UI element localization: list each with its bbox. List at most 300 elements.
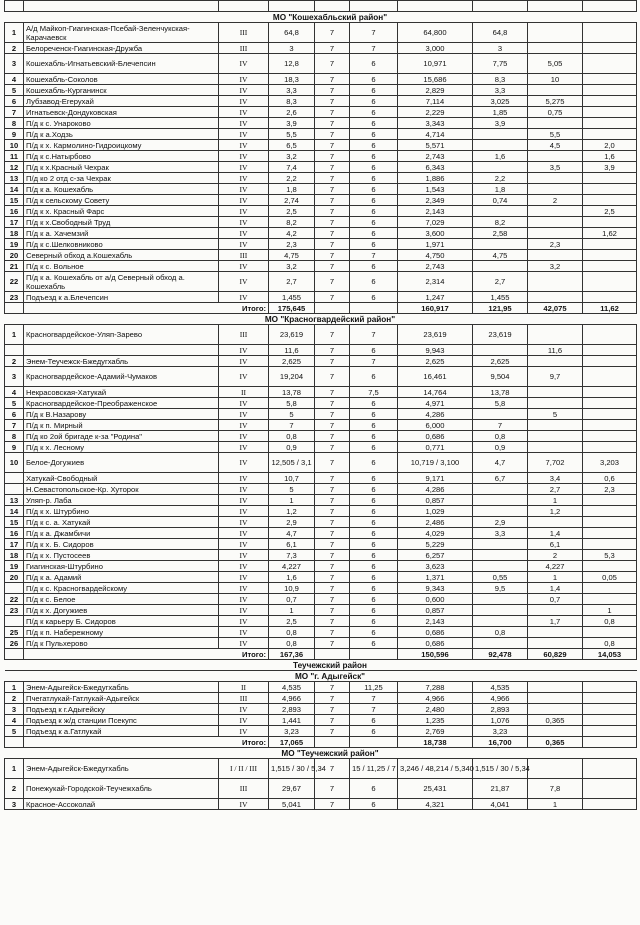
- road-category-cell: III: [219, 325, 269, 345]
- value-cell: 7: [315, 495, 350, 506]
- value-cell: 9,5: [473, 583, 528, 594]
- value-cell: 7,5: [350, 387, 398, 398]
- value-cell: 6: [350, 367, 398, 387]
- value-cell: 3,246 / 48,214 / 5,340: [398, 759, 473, 779]
- road-name-cell: Гиагинская-Штурбино: [24, 561, 219, 572]
- value-cell: 2,349: [398, 195, 473, 206]
- value-cell: [583, 325, 637, 345]
- value-cell: 7: [315, 239, 350, 250]
- value-cell: 7: [315, 367, 350, 387]
- total-value-cell: 0,365: [528, 737, 583, 748]
- value-cell: 14,764: [398, 387, 473, 398]
- road-name-cell: П/д к В.Назарову: [24, 409, 219, 420]
- road-category-cell: IV: [219, 506, 269, 517]
- value-cell: 8,3: [473, 74, 528, 85]
- road-category-cell: III: [219, 23, 269, 43]
- road-category-cell: IV: [219, 367, 269, 387]
- road-row: [5, 107, 637, 118]
- road-name-cell: Подъезд к а.Блечепсин: [24, 292, 219, 303]
- value-cell: 6: [350, 453, 398, 473]
- road-table: [4, 0, 637, 810]
- road-row: [5, 539, 637, 550]
- road-category-cell: IV: [219, 517, 269, 528]
- value-cell: [528, 638, 583, 649]
- value-cell: [583, 539, 637, 550]
- value-cell: [528, 387, 583, 398]
- section-header-row: [5, 671, 637, 682]
- value-cell: 2: [528, 550, 583, 561]
- road-number-cell: 15: [5, 517, 24, 528]
- value-cell: 2,625: [473, 356, 528, 367]
- road-number-cell: 2: [5, 779, 24, 799]
- value-cell: 2,58: [473, 228, 528, 239]
- value-cell: 6: [350, 217, 398, 228]
- value-cell: 2,9: [473, 517, 528, 528]
- empty-cell: [5, 660, 24, 671]
- road-number-cell: 11: [5, 151, 24, 162]
- road-name-cell: Кошехабль-Соколов: [24, 74, 219, 85]
- value-cell: 6: [350, 129, 398, 140]
- road-number-cell: 2: [5, 43, 24, 54]
- value-cell: 5,8: [473, 398, 528, 409]
- value-cell: 6: [350, 583, 398, 594]
- value-cell: 1,247: [398, 292, 473, 303]
- road-category-cell: IV: [219, 206, 269, 217]
- road-name-cell: П/д к а. Джамбичи: [24, 528, 219, 539]
- empty-cell: [350, 1, 398, 12]
- value-cell: 3,9: [269, 118, 315, 129]
- road-name-cell: П/д к с.Шелковниково: [24, 239, 219, 250]
- value-cell: [528, 43, 583, 54]
- value-cell: 4,286: [398, 484, 473, 495]
- value-cell: 6: [350, 638, 398, 649]
- value-cell: 7: [315, 517, 350, 528]
- value-cell: 1,4: [528, 528, 583, 539]
- road-row: [5, 442, 637, 453]
- road-category-cell: IV: [219, 173, 269, 184]
- value-cell: 7: [315, 693, 350, 704]
- value-cell: [528, 325, 583, 345]
- value-cell: 0,686: [398, 431, 473, 442]
- value-cell: 7: [315, 151, 350, 162]
- road-row: [5, 693, 637, 704]
- value-cell: [583, 96, 637, 107]
- road-name-cell: П/д к Пульхерово: [24, 638, 219, 649]
- value-cell: 6,343: [398, 162, 473, 173]
- road-number-cell: 22: [5, 272, 24, 292]
- value-cell: [528, 398, 583, 409]
- road-number-cell: [5, 484, 24, 495]
- value-cell: 6: [350, 398, 398, 409]
- value-cell: 6: [350, 85, 398, 96]
- road-row: [5, 484, 637, 495]
- road-name-cell: П/д ко 2ой бригаде к-за "Родина": [24, 431, 219, 442]
- road-name-cell: Белое-Догужиев: [24, 453, 219, 473]
- value-cell: 0,9: [269, 442, 315, 453]
- value-cell: [583, 217, 637, 228]
- empty-cell: [24, 1, 219, 12]
- road-row: [5, 506, 637, 517]
- value-cell: 11,6: [269, 345, 315, 356]
- value-cell: 4,966: [269, 693, 315, 704]
- road-category-cell: IV: [219, 184, 269, 195]
- value-cell: [528, 431, 583, 442]
- road-number-cell: [5, 473, 24, 484]
- value-cell: 7: [315, 387, 350, 398]
- value-cell: 0,365: [528, 715, 583, 726]
- road-row: [5, 250, 637, 261]
- road-number-cell: 3: [5, 704, 24, 715]
- road-name-cell: П/д к а. Хачемзий: [24, 228, 219, 239]
- road-category-cell: I / II / III: [219, 759, 269, 779]
- road-name-cell: П/д к х. Лесному: [24, 442, 219, 453]
- value-cell: 5,3: [583, 550, 637, 561]
- value-cell: 0,771: [398, 442, 473, 453]
- empty-cell: [5, 314, 24, 325]
- road-row: [5, 517, 637, 528]
- road-category-cell: IV: [219, 409, 269, 420]
- value-cell: 7: [315, 605, 350, 616]
- value-cell: 0,8: [473, 431, 528, 442]
- value-cell: 7: [315, 206, 350, 217]
- road-number-cell: 25: [5, 627, 24, 638]
- value-cell: 7: [315, 184, 350, 195]
- road-row: [5, 74, 637, 85]
- road-row: [5, 118, 637, 129]
- road-category-cell: IV: [219, 539, 269, 550]
- section-title: МО "Теучежский район": [24, 748, 637, 759]
- value-cell: 5,571: [398, 140, 473, 151]
- value-cell: 7: [350, 356, 398, 367]
- road-number-cell: 10: [5, 140, 24, 151]
- road-number-cell: 4: [5, 387, 24, 398]
- road-number-cell: 13: [5, 495, 24, 506]
- road-name-cell: Пчегатлукай-Гатлукай-Адыгейск: [24, 693, 219, 704]
- value-cell: 13,78: [269, 387, 315, 398]
- road-name-cell: П/д к карьеру Б. Сидоров: [24, 616, 219, 627]
- value-cell: 7: [315, 74, 350, 85]
- road-name-cell: Кошехабль-Курганинск: [24, 85, 219, 96]
- value-cell: 6: [350, 484, 398, 495]
- road-name-cell: П/д к сельскому Совету: [24, 195, 219, 206]
- section-title: МО "Кошехабльский район": [24, 12, 637, 23]
- value-cell: [528, 250, 583, 261]
- road-row: [5, 528, 637, 539]
- value-cell: 7: [315, 409, 350, 420]
- value-cell: 1: [528, 572, 583, 583]
- road-category-cell: IV: [219, 118, 269, 129]
- value-cell: 7,75: [473, 54, 528, 74]
- value-cell: 2,893: [473, 704, 528, 715]
- value-cell: [583, 682, 637, 693]
- value-cell: 6: [350, 561, 398, 572]
- value-cell: 7: [315, 96, 350, 107]
- road-number-cell: 3: [5, 367, 24, 387]
- empty-cell: [528, 1, 583, 12]
- total-value-cell: 167,36: [269, 649, 315, 660]
- value-cell: [583, 779, 637, 799]
- total-label: Итого:: [24, 737, 269, 748]
- value-cell: [528, 173, 583, 184]
- value-cell: 4,750: [398, 250, 473, 261]
- road-number-cell: 1: [5, 682, 24, 693]
- road-number-cell: 16: [5, 206, 24, 217]
- value-cell: 3,9: [583, 162, 637, 173]
- value-cell: 6: [350, 473, 398, 484]
- value-cell: 16,461: [398, 367, 473, 387]
- value-cell: 18,3: [269, 74, 315, 85]
- value-cell: [473, 239, 528, 250]
- road-number-cell: 6: [5, 96, 24, 107]
- value-cell: 2,480: [398, 704, 473, 715]
- value-cell: 2,743: [398, 151, 473, 162]
- value-cell: [473, 638, 528, 649]
- value-cell: 25,431: [398, 779, 473, 799]
- road-name-cell: Н.Севастопольское-Кр. Хуторок: [24, 484, 219, 495]
- value-cell: 7,4: [269, 162, 315, 173]
- value-cell: 0,75: [528, 107, 583, 118]
- road-name-cell: П/д к п. Мирный: [24, 420, 219, 431]
- road-row: [5, 583, 637, 594]
- value-cell: [583, 239, 637, 250]
- value-cell: [528, 272, 583, 292]
- road-category-cell: IV: [219, 85, 269, 96]
- road-row: [5, 682, 637, 693]
- value-cell: 3,600: [398, 228, 473, 239]
- value-cell: 2,893: [269, 704, 315, 715]
- value-cell: 7: [350, 23, 398, 43]
- road-row: [5, 799, 637, 810]
- value-cell: 7: [350, 325, 398, 345]
- road-number-cell: 5: [5, 85, 24, 96]
- section-header-row: [5, 314, 637, 325]
- road-number-cell: 5: [5, 726, 24, 737]
- value-cell: 6: [350, 228, 398, 239]
- road-category-cell: IV: [219, 627, 269, 638]
- value-cell: [528, 151, 583, 162]
- value-cell: 7: [315, 398, 350, 409]
- total-value-cell: 16,700: [473, 737, 528, 748]
- value-cell: [583, 594, 637, 605]
- value-cell: [583, 561, 637, 572]
- value-cell: 5,05: [528, 54, 583, 74]
- road-name-cell: Подъезд к ж/д станции Псекупс: [24, 715, 219, 726]
- value-cell: 6: [350, 431, 398, 442]
- value-cell: [583, 74, 637, 85]
- value-cell: 7: [315, 195, 350, 206]
- road-name-cell: Хатукай-Свободный: [24, 473, 219, 484]
- value-cell: [528, 85, 583, 96]
- road-name-cell: Энем-Теучежск-Бжедугхабль: [24, 356, 219, 367]
- value-cell: 1,455: [473, 292, 528, 303]
- value-cell: 6: [350, 420, 398, 431]
- value-cell: 6,1: [269, 539, 315, 550]
- value-cell: 0,8: [269, 431, 315, 442]
- value-cell: 7: [315, 726, 350, 737]
- road-row: [5, 473, 637, 484]
- road-category-cell: IV: [219, 442, 269, 453]
- empty-cell: [315, 1, 350, 12]
- value-cell: 4,029: [398, 528, 473, 539]
- value-cell: 12,8: [269, 54, 315, 74]
- road-category-cell: IV: [219, 74, 269, 85]
- total-value-cell: 42,075: [528, 303, 583, 314]
- value-cell: 7,029: [398, 217, 473, 228]
- value-cell: 6: [350, 605, 398, 616]
- road-category-cell: IV: [219, 217, 269, 228]
- road-row: [5, 420, 637, 431]
- value-cell: 1,8: [269, 184, 315, 195]
- road-category-cell: IV: [219, 704, 269, 715]
- value-cell: 7: [315, 85, 350, 96]
- value-cell: 4,966: [473, 693, 528, 704]
- value-cell: [583, 495, 637, 506]
- road-category-cell: IV: [219, 398, 269, 409]
- road-number-cell: 22: [5, 594, 24, 605]
- value-cell: 6: [350, 442, 398, 453]
- value-cell: 2,2: [269, 173, 315, 184]
- road-category-cell: IV: [219, 528, 269, 539]
- value-cell: 6: [350, 96, 398, 107]
- value-cell: [528, 605, 583, 616]
- road-row: [5, 23, 637, 43]
- value-cell: 2,2: [473, 173, 528, 184]
- road-category-cell: IV: [219, 239, 269, 250]
- road-row: [5, 431, 637, 442]
- value-cell: [473, 409, 528, 420]
- road-row: [5, 495, 637, 506]
- value-cell: 7: [350, 704, 398, 715]
- value-cell: [583, 704, 637, 715]
- road-category-cell: IV: [219, 616, 269, 627]
- road-category-cell: IV: [219, 473, 269, 484]
- road-category-cell: IV: [219, 140, 269, 151]
- road-number-cell: 1: [5, 759, 24, 779]
- value-cell: 7,3: [269, 550, 315, 561]
- value-cell: 3,3: [269, 85, 315, 96]
- value-cell: [473, 345, 528, 356]
- value-cell: 0,686: [398, 627, 473, 638]
- value-cell: 2,486: [398, 517, 473, 528]
- value-cell: 11,25: [350, 682, 398, 693]
- road-name-cell: П/д ко 2 отд с-за Чехрак: [24, 173, 219, 184]
- value-cell: 2,143: [398, 206, 473, 217]
- value-cell: 7: [315, 54, 350, 74]
- value-cell: 7: [315, 539, 350, 550]
- value-cell: 6: [350, 272, 398, 292]
- value-cell: 7: [315, 594, 350, 605]
- value-cell: 1: [528, 495, 583, 506]
- value-cell: [473, 261, 528, 272]
- road-row: [5, 594, 637, 605]
- road-category-cell: IV: [219, 605, 269, 616]
- road-category-cell: IV: [219, 129, 269, 140]
- value-cell: 7: [315, 704, 350, 715]
- value-cell: 1,886: [398, 173, 473, 184]
- value-cell: 7: [315, 528, 350, 539]
- road-name-cell: Красногвардейское-Адамий-Чумаков: [24, 367, 219, 387]
- road-number-cell: 19: [5, 239, 24, 250]
- road-number-cell: 5: [5, 398, 24, 409]
- road-name-cell: А/д Майкоп-Гиагинская-Псебай-Зеленчукская-Карачаевск: [24, 23, 219, 43]
- value-cell: 6: [350, 239, 398, 250]
- empty-cell: [5, 303, 24, 314]
- empty-cell: [5, 671, 24, 682]
- road-row: [5, 572, 637, 583]
- road-name-cell: П/д к с. Красногвардейскому: [24, 583, 219, 594]
- road-name-cell: П/д к х. Б. Сидоров: [24, 539, 219, 550]
- road-name-cell: П/д к х. Пустосеев: [24, 550, 219, 561]
- value-cell: [583, 387, 637, 398]
- road-category-cell: IV: [219, 638, 269, 649]
- road-number-cell: 12: [5, 162, 24, 173]
- value-cell: 4,2: [269, 228, 315, 239]
- road-number-cell: 15: [5, 195, 24, 206]
- section-header-row: [5, 660, 637, 671]
- value-cell: 64,8: [269, 23, 315, 43]
- value-cell: 7: [315, 217, 350, 228]
- total-row: [5, 303, 637, 314]
- road-category-cell: IV: [219, 345, 269, 356]
- value-cell: 1,4: [528, 583, 583, 594]
- road-category-cell: IV: [219, 484, 269, 495]
- value-cell: 4,227: [528, 561, 583, 572]
- blank-row: [5, 1, 637, 12]
- value-cell: 10,719 / 3,100: [398, 453, 473, 473]
- road-row: [5, 140, 637, 151]
- value-cell: [528, 442, 583, 453]
- value-cell: 3,000: [398, 43, 473, 54]
- total-label: Итого:: [24, 649, 269, 660]
- road-row: [5, 409, 637, 420]
- road-name-cell: П/д к х.Красный Чехрак: [24, 162, 219, 173]
- value-cell: 6: [350, 118, 398, 129]
- value-cell: 6: [350, 162, 398, 173]
- value-cell: 7: [315, 173, 350, 184]
- value-cell: [473, 162, 528, 173]
- value-cell: 0,05: [583, 572, 637, 583]
- value-cell: 5,275: [528, 96, 583, 107]
- total-value-cell: [315, 303, 350, 314]
- value-cell: 6: [350, 715, 398, 726]
- value-cell: 6: [350, 195, 398, 206]
- value-cell: 5,229: [398, 539, 473, 550]
- total-value-cell: 121,95: [473, 303, 528, 314]
- value-cell: 1,029: [398, 506, 473, 517]
- value-cell: [583, 356, 637, 367]
- road-row: [5, 43, 637, 54]
- total-value-cell: 60,829: [528, 649, 583, 660]
- road-name-cell: Лубзавод-Егерухай: [24, 96, 219, 107]
- road-number-cell: [5, 583, 24, 594]
- value-cell: 13,78: [473, 387, 528, 398]
- value-cell: 4,714: [398, 129, 473, 140]
- total-value-cell: 175,645: [269, 303, 315, 314]
- value-cell: 5,5: [528, 129, 583, 140]
- road-category-cell: IV: [219, 583, 269, 594]
- section-title: МО "Красногвардейский район": [24, 314, 637, 325]
- value-cell: 2,5: [269, 206, 315, 217]
- value-cell: [583, 759, 637, 779]
- total-value-cell: [315, 737, 350, 748]
- value-cell: [528, 517, 583, 528]
- value-cell: 1,7: [528, 616, 583, 627]
- road-number-cell: 14: [5, 184, 24, 195]
- road-category-cell: IV: [219, 550, 269, 561]
- value-cell: 6: [350, 206, 398, 217]
- value-cell: 0,55: [473, 572, 528, 583]
- value-cell: 6: [350, 54, 398, 74]
